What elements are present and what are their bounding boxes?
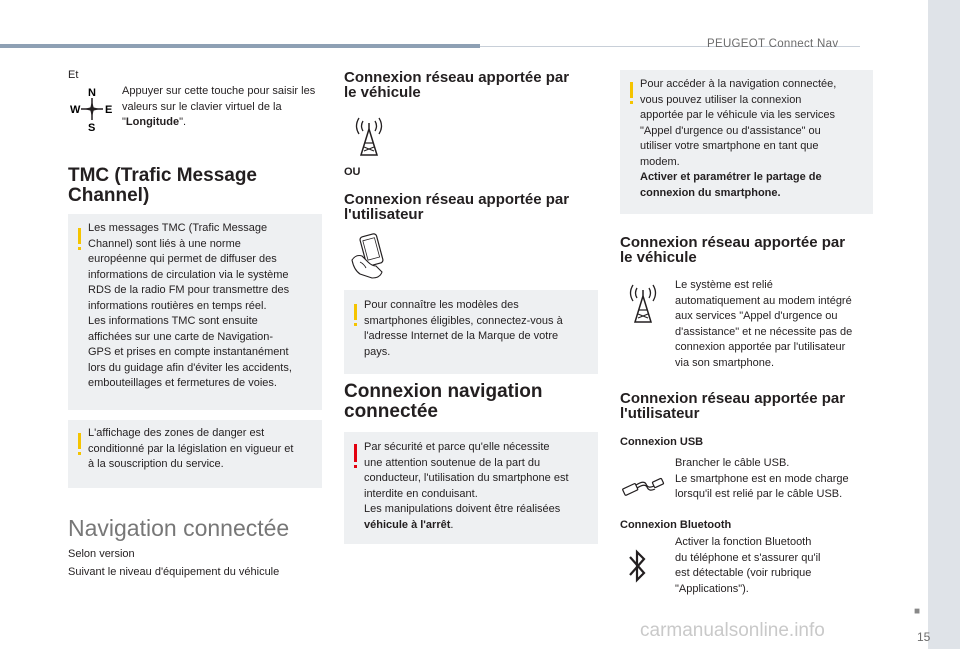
- et-label: Et: [68, 69, 79, 81]
- compass-w: W: [70, 104, 81, 116]
- section-end-mark: ■: [914, 606, 921, 617]
- access-info-note: [620, 70, 873, 214]
- usb-cable-icon: [620, 466, 666, 500]
- bluetooth-connection-text: Activer la fonction Bluetooth du téléphone et s'assurer qu'il est détectable (voir rubrique "Applications").: [675, 536, 821, 595]
- suivant-niveau: Suivant le niveau d'équipement du véhicule: [68, 566, 280, 578]
- compass-e: E: [105, 104, 113, 116]
- safety-note-text: Par sécurité et parce qu'elle nécessite une attention soutenue de la part du conducteur, l'utilisation du smartphone est interdite en conduisant. Les manipulations doivent être réalisées véhicule à l'arrêt.: [364, 441, 569, 531]
- info-marker-icon: [78, 433, 81, 449]
- danger-zones-note: [68, 420, 322, 488]
- watermark: carmanualsonline.info: [640, 620, 825, 641]
- info-marker-icon: [630, 82, 633, 98]
- header-rule: [0, 44, 480, 48]
- antenna-icon: [352, 115, 386, 157]
- tmc-title: TMC (Trafic Message Channel): [68, 165, 257, 206]
- user-connection-title-2: Connexion réseau apportée par l'utilisateur: [620, 390, 846, 422]
- connected-navigation-title: Connexion navigation connectée: [344, 381, 543, 422]
- longitude-instruction: Appuyer sur cette touche pour saisir les valeurs sur le clavier virtuel de la "Longitude".: [122, 85, 316, 128]
- vehicle-connection-title-2: Connexion réseau apportée par le véhicule: [620, 234, 846, 266]
- smartphones-note-text: Pour connaître les modèles des smartphones éligibles, connectez-vous à l'adresse Internet de la Marque de votre pays.: [364, 299, 563, 358]
- info-marker-icon: [78, 228, 81, 244]
- compass-n: N: [88, 87, 96, 99]
- compass-s: S: [88, 122, 96, 132]
- vehicle-connection-title: Connexion réseau apportée par le véhicule: [344, 69, 570, 101]
- selon-version: Selon version: [68, 548, 135, 560]
- usb-connection-label: Connexion USB: [620, 436, 704, 448]
- tmc-note-text: Les messages TMC (Trafic Message Channel) sont liés à une norme européenne qui permet de diffuser des informations de circulation via le système RDS de la radio FM pour transmettre des informations routières en temps réel. Les informations TMC sont ensuite affichées sur une carte de Navigation- GPS et prises en compte instantanément lors du guidage afin d'éviter les accidents, embouteillages et fermetures de voies.: [88, 222, 292, 389]
- page-number: 15: [917, 630, 931, 644]
- user-connection-title: Connexion réseau apportée par l'utilisateur: [344, 191, 570, 223]
- running-header: PEUGEOT Connect Nav: [707, 38, 839, 50]
- tmc-info-note: [68, 214, 322, 410]
- bluetooth-icon: [626, 547, 650, 585]
- warning-marker-icon: [354, 444, 357, 462]
- antenna-icon: [626, 282, 660, 324]
- danger-note-text: L'affichage des zones de danger est conditionné par la législation en vigueur et à la souscription du service.: [88, 427, 294, 470]
- smartphone-hand-icon: [346, 232, 392, 280]
- safety-warning-note: [344, 432, 598, 544]
- compass-icon: [70, 86, 114, 130]
- usb-connection-text: Brancher le câble USB. Le smartphone est en mode charge lorsqu'il est relié par le câble USB.: [675, 457, 849, 500]
- page-edge-strip: [928, 0, 960, 649]
- vehicle-connection-text: Le système est relié automatiquement au modem intégré aux services "Appel d'urgence ou d'assistance" et ne nécessite pas de connexion apportée par l'utilisateur via son smartphone.: [675, 279, 853, 369]
- access-note-text: Pour accéder à la navigation connectée, vous pouvez utiliser la connexion apportée par le véhicule via les services "Appel d'urgence ou d'assistance" ou utiliser votre smartphone en tant que modem. Activer et paramétrer le partage de connexion du smartphone.: [640, 78, 837, 199]
- section-title-navigation: Navigation connectée: [68, 515, 290, 541]
- bluetooth-connection-label: Connexion Bluetooth: [620, 519, 732, 531]
- info-marker-icon: [354, 304, 357, 320]
- smartphones-info-note: [344, 290, 598, 374]
- ou-label: OU: [344, 166, 361, 178]
